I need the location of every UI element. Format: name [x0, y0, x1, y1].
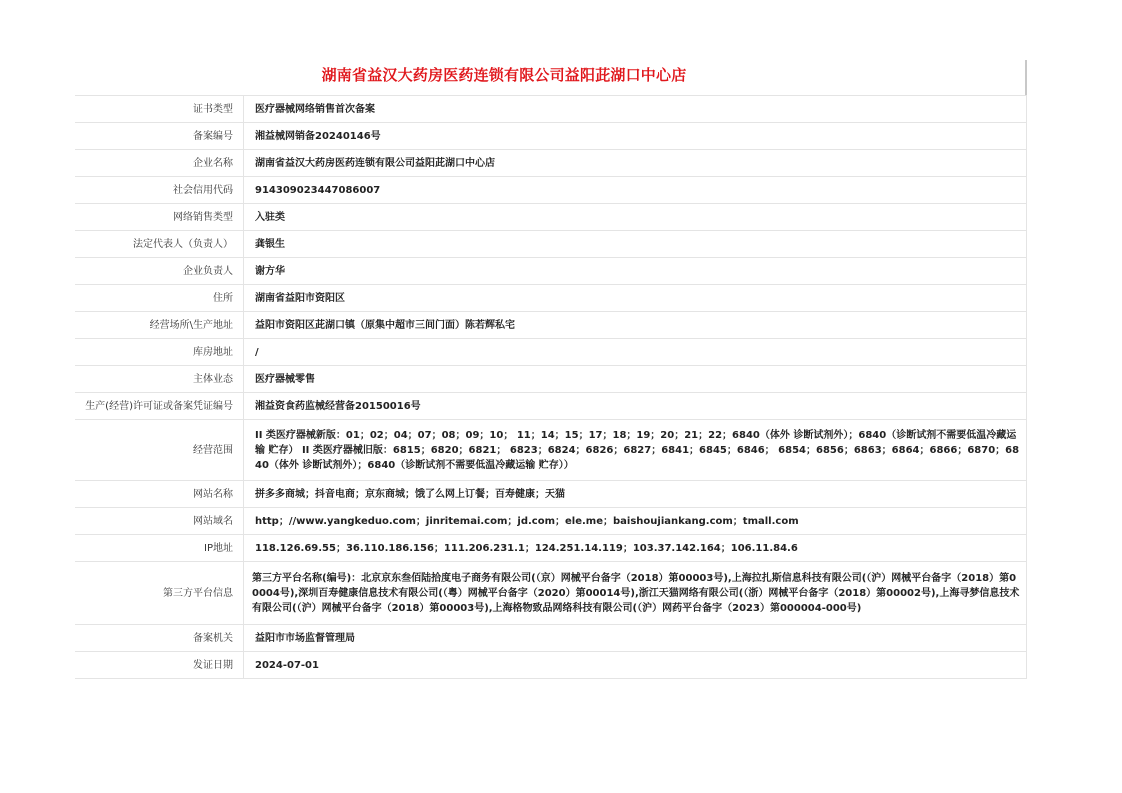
table-row — [75, 366, 1027, 393]
table-row — [75, 652, 1027, 679]
row-label: 网站名称 — [75, 481, 244, 508]
row-label: 备案机关 — [75, 625, 244, 652]
row-label: 发证日期 — [75, 652, 244, 679]
row-value: 118.126.69.55；36.110.186.156；111.206.231.1；124.251.14.119；103.37.142.164；106.11.84.6 — [244, 535, 1027, 562]
row-value: 2024-07-01 — [244, 652, 1027, 679]
record-table — [75, 95, 1027, 679]
row-value: II 类医疗器械新版：01；02；04；07；08；09；10； 11；14；15；17；18；19；20；21；22；6840（体外 诊断试剂外）；6840（诊断试剂不需要低温冷藏运输 贮存） II 类医疗器械旧版：6815；6820；6821； 6823；6824；6826；6827；6841；6845；6846； 6854；6856；6863；6864；6866；6870；6840（体外 诊断试剂外）；6840（诊断试剂不需要低温冷藏运输 贮存）） — [244, 420, 1027, 481]
table-row — [75, 481, 1027, 508]
table-row — [75, 150, 1027, 177]
row-value: http；//www.yangkeduo.com；jinritemai.com；jd.com；ele.me；baishoujiankang.com；tmall.com — [244, 508, 1027, 535]
row-value: 入驻类 — [244, 204, 1027, 231]
table-row — [75, 420, 1027, 481]
row-label: 生产(经营)许可证或备案凭证编号 — [75, 393, 244, 420]
table-row — [75, 393, 1027, 420]
row-label: 网络销售类型 — [75, 204, 244, 231]
table-row — [75, 562, 1027, 625]
row-label: 企业名称 — [75, 150, 244, 177]
row-value: 第三方平台名称(编号)：北京京东叁佰陆拾度电子商务有限公司(（京）网械平台备字（2018）第00003号),上海拉扎斯信息科技有限公司(（沪）网械平台备字（2018）第00004号),深圳百寿健康信息技术有限公司(（粤）网械平台备字（2020）第00014号),浙江天猫网络有限公司(（浙）网械平台备字（2018）第00002号),上海寻梦信息技术有限公司(（沪）网械平台备字（2018）第00003号),上海格物致品网络科技有限公司(（沪）网药平台备字（2023）第000004-000号) — [244, 562, 1027, 625]
row-value: 湖南省益阳市资阳区 — [244, 285, 1027, 312]
row-value: 湘益资食药监械经营备20150016号 — [244, 393, 1027, 420]
row-value: / — [244, 339, 1027, 366]
row-label: 社会信用代码 — [75, 177, 244, 204]
table-row — [75, 204, 1027, 231]
row-value: 湖南省益汉大药房医药连锁有限公司益阳茈湖口中心店 — [244, 150, 1027, 177]
table-row — [75, 312, 1027, 339]
row-label: 主体业态 — [75, 366, 244, 393]
row-value: 医疗器械零售 — [244, 366, 1027, 393]
table-row — [75, 625, 1027, 652]
row-label: IP地址 — [75, 535, 244, 562]
row-label: 网站域名 — [75, 508, 244, 535]
row-label: 备案编号 — [75, 123, 244, 150]
table-row — [75, 508, 1027, 535]
table-row — [75, 535, 1027, 562]
row-value: 益阳市资阳区茈湖口镇（原集中超市三间门面）陈若辉私宅 — [244, 312, 1027, 339]
row-value: 龚银生 — [244, 231, 1027, 258]
row-value: 拼多多商城；抖音电商；京东商城；饿了么网上订餐；百寿健康；天猫 — [244, 481, 1027, 508]
row-label: 证书类型 — [75, 96, 244, 123]
table-row — [75, 177, 1027, 204]
row-label: 企业负责人 — [75, 258, 244, 285]
table-row — [75, 96, 1027, 123]
scrollbar-mark — [1025, 60, 1027, 96]
row-label: 库房地址 — [75, 339, 244, 366]
row-label: 经营范围 — [75, 420, 244, 481]
table-row — [75, 231, 1027, 258]
row-value: 医疗器械网络销售首次备案 — [244, 96, 1027, 123]
row-value: 谢方华 — [244, 258, 1027, 285]
page-title: 湖南省益汉大药房医药连锁有限公司益阳茈湖口中心店 — [321, 66, 687, 84]
row-value: 914309023447086007 — [244, 177, 1027, 204]
row-label: 法定代表人（负责人） — [75, 231, 244, 258]
row-value: 益阳市市场监督管理局 — [244, 625, 1027, 652]
table-row — [75, 258, 1027, 285]
row-label: 经营场所\生产地址 — [75, 312, 244, 339]
table-row — [75, 285, 1027, 312]
table-row — [75, 123, 1027, 150]
table-row — [75, 339, 1027, 366]
row-label: 住所 — [75, 285, 244, 312]
row-label: 第三方平台信息 — [75, 562, 244, 625]
row-value: 湘益械网销备20240146号 — [244, 123, 1027, 150]
